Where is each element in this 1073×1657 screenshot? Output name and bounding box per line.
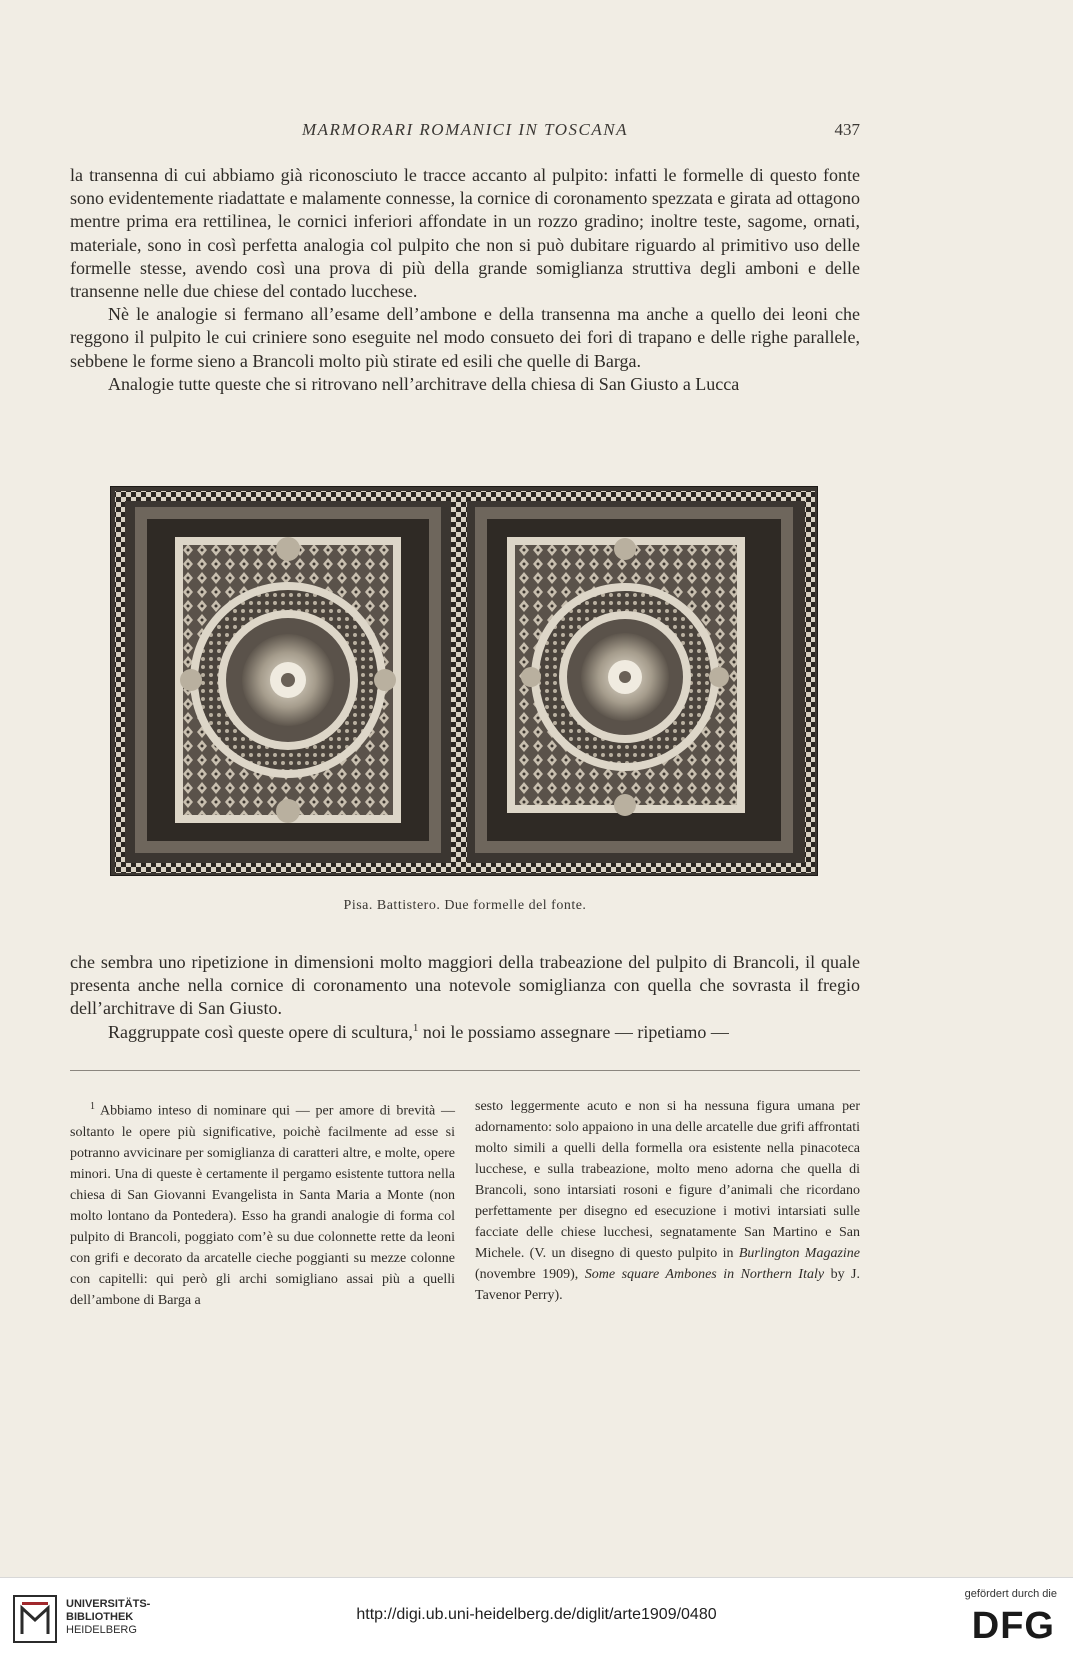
paragraph: Analogie tutte queste che si ritrovano nell’architrave della chiesa di San Giusto a Lucca — [108, 373, 740, 394]
institution-line: BIBLIOTHEK — [66, 1611, 134, 1623]
journal-title: Burlington Magazine — [738, 1246, 860, 1261]
footnote-text — [70, 1096, 455, 1311]
body-text-bottom — [70, 951, 860, 1044]
figure-photograph — [110, 486, 818, 876]
footnote-body: Abbiamo inteso di nominare qui — per amore di brevità — soltanto le opere più significative, poichè facilmente ad esse si potranno avvicinare per somiglianza di caratteri altre, e molte, opere minori. Una di queste è certamente il pergamo esistente tuttora nella chiesa di San Giovanni Evangelista in Santa Maria a Monte (non molto lontano da Pontedera). Esso ha grandi analogie di forma col pulpito di Brancoli, poggiato com’è su due colonnette rette da leoni con grifi e decorato da arcatelle cieche poggianti su mezze colonne con capitelli: qui però gli archi somigliano assai più a quelli dell’ambone di Barga a — [70, 1103, 455, 1308]
institution-line: UNIVERSITÄTS- — [66, 1598, 151, 1610]
left-panel — [135, 507, 441, 853]
paragraph: che sembra uno ripetizione in dimensioni molto maggiori della trabeazione del pulpito di Brancoli, il quale presenta anche nella cornice di coronamento una notevole somiglianza con quella che sovrasta il fregio dell’architrave di San Giusto. — [70, 952, 860, 1019]
footnote-body: by J. Tavenor Perry). — [475, 1267, 860, 1303]
source-url-link[interactable]: http://digi.ub.uni-heidelberg.de/diglit/arte1909/0480 — [356, 1606, 717, 1623]
footnotes — [70, 1096, 860, 1311]
footnote-body: sesto leggermente acuto e non si ha nessuna figura umana per adornamento: solo appaiono in una delle arcatelle due grifi affrontati molto simili a quelli della formella ora esistente nella pinacoteca lucchese, e sulla trabeazione, molto meno adorna che quella di Brancoli, sono intarsiati rosoni e figure d’animali che ricordano perfettamente per disegno ed esecuzione i motivi intarsiati sulle facciate delle chiese lucchesi, segnatamente San Martino e San Michele. (V. un disegno di questo pulpito in — [475, 1099, 860, 1261]
page-number: 437 — [834, 120, 860, 139]
funder-label: gefördert durch die — [964, 1588, 1057, 1600]
dfg-logo: DFG — [971, 1605, 1055, 1647]
footnote-divider — [70, 1070, 860, 1071]
running-head — [70, 120, 860, 144]
footnote-reference: 1 — [412, 1021, 419, 1034]
paragraph-text: noi le possiamo assegnare — ripetiamo — — [418, 1021, 729, 1042]
footnote-column-right — [475, 1096, 860, 1311]
right-panel — [475, 507, 793, 853]
figure-caption: Pisa. Battistero. Due formelle del fonte. — [343, 898, 587, 913]
article-title: Some square Ambones in Northern Italy — [584, 1267, 825, 1282]
running-title: MARMORARI ROMANICI IN TOSCANA — [301, 120, 628, 139]
font-panels-photo — [111, 487, 818, 876]
institution-line: HEIDELBERG — [66, 1624, 137, 1636]
digitization-footer — [0, 1577, 1073, 1657]
paragraph-text: Raggruppate così queste opere di scultura, — [108, 1021, 413, 1042]
footnote-body: (novembre 1909), — [475, 1267, 585, 1282]
footnote-number: 1 — [90, 1101, 95, 1112]
footnote-column-left — [70, 1096, 455, 1311]
paragraph — [70, 1021, 860, 1044]
paragraph: Nè le analogie si fermano all’esame dell’ambone e della transenna ma anche a quello dei leoni che reggono il pulpito le cui criniere sono eseguite nel modo consueto dei fori di trapano e delle righe parallele, sebbene le forme sieno a Brancoli molto più stirate ed esili che quelle di Barga. — [70, 304, 860, 371]
body-text-top — [70, 164, 860, 396]
paragraph: la transenna di cui abbiamo già riconosciuto le tracce accanto al pulpito: infatti le formelle di questo fonte sono evidentemente riadattate e malamente connesse, la cornice di coronamento spezzata e girata ad ottagono mentre prima era rettilinea, le cornici inferiori affondate in un rozzo gradino; inoltre teste, sagome, ornati, materiale, sono in così perfetta analogia col pulpito che non si può dubitare riguardo al primitivo uso delle formelle stesse, avendo così una prova di più della grande somiglianza struttiva degli amboni e delle transenne nelle due chiese del contado lucchese. — [70, 165, 860, 302]
footnote-text — [475, 1096, 860, 1306]
